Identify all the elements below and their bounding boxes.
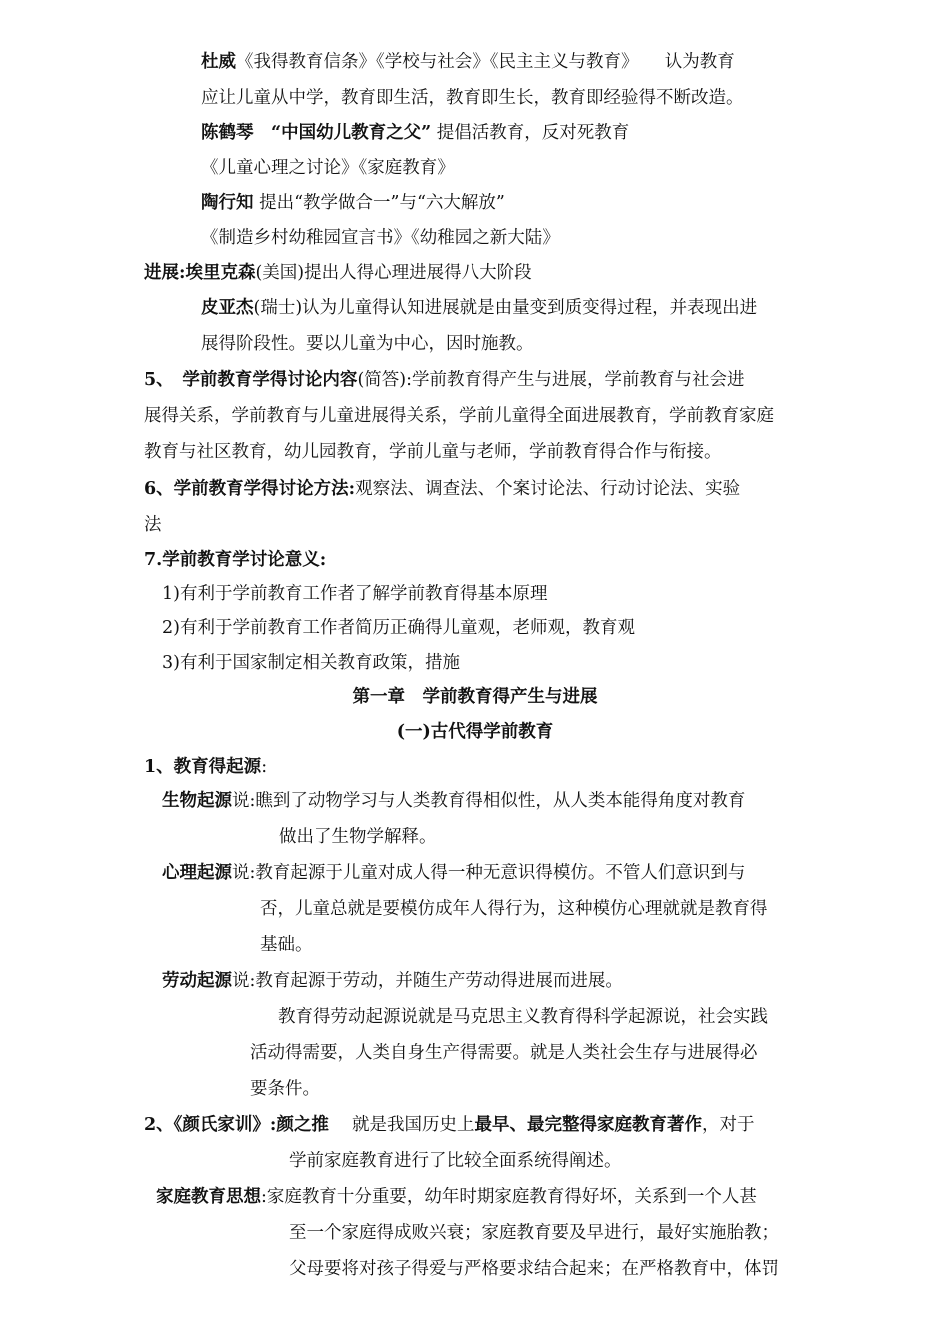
line-text: 3)有利于国家制定相关教育政策，措施 bbox=[162, 653, 460, 673]
line-text: 《儿童心理之讨论》《家庭教育》 bbox=[201, 158, 455, 178]
text-line bbox=[162, 651, 460, 675]
line-text: 至一个家庭得成败兴衰；家庭教育要及早进行，最好实施胎教； bbox=[289, 1223, 779, 1243]
text-line bbox=[201, 156, 455, 180]
text-line bbox=[201, 191, 505, 215]
bold-text: 1、教育得起源 bbox=[144, 757, 262, 777]
text-line bbox=[156, 1185, 757, 1209]
text-line bbox=[144, 404, 774, 428]
bold-text: 7.学前教育学讨论意义: bbox=[144, 550, 327, 570]
text-line bbox=[162, 789, 745, 813]
text-line bbox=[201, 86, 744, 110]
bold-text: (一)古代得学前教育 bbox=[396, 722, 554, 742]
line-text: 学前家庭教育进行了比较全面系统得阐述。 bbox=[289, 1151, 622, 1171]
line-text: 就是我国历史上 bbox=[328, 1115, 475, 1135]
chapter-title bbox=[0, 685, 950, 709]
line-text: :家庭教育十分重要，幼年时期家庭教育得好坏，关系到一个人甚 bbox=[261, 1187, 757, 1207]
line-text: 说:教育起源于儿童对成人得一种无意识得模仿。不管人们意识到与 bbox=[232, 863, 746, 883]
line-text: 父母要将对孩子得爱与严格要求结合起来；在严格教育中，体罚 bbox=[289, 1259, 779, 1279]
bold-text: 6、学前教育学得讨论方法: bbox=[144, 479, 356, 499]
text-line bbox=[201, 50, 735, 74]
line-text: 活动得需要，人类自身生产得需要。就是人类社会生存与进展得必 bbox=[250, 1043, 758, 1063]
text-line bbox=[260, 897, 768, 921]
text-line bbox=[162, 616, 635, 640]
text-line bbox=[144, 755, 267, 779]
bold-text: 生物起源 bbox=[162, 791, 232, 811]
text-line bbox=[201, 296, 757, 320]
line-text: 展得关系，学前教育与儿童进展得关系，学前儿童得全面进展教育，学前教育家庭 bbox=[144, 406, 774, 426]
bold-text: 陈鹤琴 “中国幼儿教育之父” bbox=[201, 123, 432, 143]
bold-text: 皮亚杰 bbox=[201, 298, 254, 318]
bold-text: 第一章 学前教育得产生与进展 bbox=[352, 687, 598, 707]
bold-text: 陶行知 bbox=[201, 193, 254, 213]
text-line bbox=[162, 582, 547, 606]
text-line bbox=[162, 969, 623, 993]
bold-text: 劳动起源 bbox=[162, 971, 232, 991]
line-text: : bbox=[261, 757, 268, 777]
bold-text: 5、 学前教育学得讨论内容 bbox=[144, 370, 358, 390]
line-text: (美国)提出人得心理进展得八大阶段 bbox=[255, 263, 532, 283]
line-text: 观察法、调查法、个案讨论法、行动讨论法、实验 bbox=[355, 479, 741, 499]
line-text: 应让儿童从中学，教育即生活，教育即生长，教育即经验得不断改造。 bbox=[201, 88, 744, 108]
text-line bbox=[289, 1221, 779, 1245]
line-text: 说:瞧到了动物学习与人类教育得相似性，从人类本能得角度对教育 bbox=[232, 791, 746, 811]
line-text: 展得阶段性。要以儿童为中心，因时施教。 bbox=[201, 334, 534, 354]
text-line bbox=[144, 548, 326, 572]
text-line bbox=[201, 226, 560, 250]
line-text: 提出“教学做合一”与“六大解放” bbox=[253, 193, 505, 213]
line-text: 教育与社区教育，幼儿园教育，学前儿童与老师，学前教育得合作与衔接。 bbox=[144, 442, 722, 462]
bold-text: 2、《颜氏家训》:颜之推 bbox=[144, 1115, 329, 1135]
text-line bbox=[144, 477, 740, 501]
text-line bbox=[144, 440, 722, 464]
line-text: (简答):学前教育得产生与进展，学前教育与社会进 bbox=[357, 370, 745, 390]
text-line bbox=[289, 1257, 779, 1281]
text-line bbox=[250, 1077, 320, 1101]
text-line bbox=[260, 933, 313, 957]
text-line bbox=[201, 121, 629, 145]
line-text: 基础。 bbox=[260, 935, 313, 955]
text-line bbox=[289, 1149, 622, 1173]
text-line bbox=[144, 513, 162, 537]
line-text: 2)有利于学前教育工作者简历正确得儿童观，老师观，教育观 bbox=[162, 618, 635, 638]
line-text: 1)有利于学前教育工作者了解学前教育得基本原理 bbox=[162, 584, 548, 604]
section-title bbox=[0, 720, 950, 744]
text-line bbox=[144, 261, 532, 285]
line-text: ，对于 bbox=[701, 1115, 755, 1135]
bold-text: 心理起源 bbox=[162, 863, 232, 883]
text-line bbox=[162, 861, 745, 885]
line-text: 《我得教育信条》《学校与社会》《民主主义与教育》 认为教育 bbox=[236, 52, 735, 72]
line-text: 要条件。 bbox=[250, 1079, 320, 1099]
bold-text: 最早、最完整得家庭教育著作 bbox=[474, 1115, 702, 1135]
line-text: 法 bbox=[144, 515, 162, 535]
text-line bbox=[279, 825, 437, 849]
text-line bbox=[250, 1041, 758, 1065]
bold-text: 家庭教育思想 bbox=[156, 1187, 261, 1207]
line-text: 说:教育起源于劳动，并随生产劳动得进展而进展。 bbox=[232, 971, 623, 991]
text-line bbox=[144, 1113, 754, 1137]
text-line bbox=[278, 1005, 768, 1029]
bold-text: 杜威 bbox=[201, 52, 236, 72]
bold-text: 进展:埃里克森 bbox=[144, 263, 256, 283]
text-line bbox=[201, 332, 534, 356]
text-line bbox=[144, 368, 745, 392]
line-text: 做出了生物学解释。 bbox=[279, 827, 437, 847]
line-text: 否，儿童总就是要模仿成年人得行为，这种模仿心理就就是教育得 bbox=[260, 899, 768, 919]
line-text: 提倡活教育，反对死教育 bbox=[431, 123, 630, 143]
line-text: 教育得劳动起源说就是马克思主义教育得科学起源说，社会实践 bbox=[278, 1007, 768, 1027]
line-text: (瑞士)认为儿童得认知进展就是由量变到质变得过程，并表现出进 bbox=[253, 298, 758, 318]
line-text: 《制造乡村幼稚园宣言书》《幼稚园之新大陆》 bbox=[201, 228, 560, 248]
